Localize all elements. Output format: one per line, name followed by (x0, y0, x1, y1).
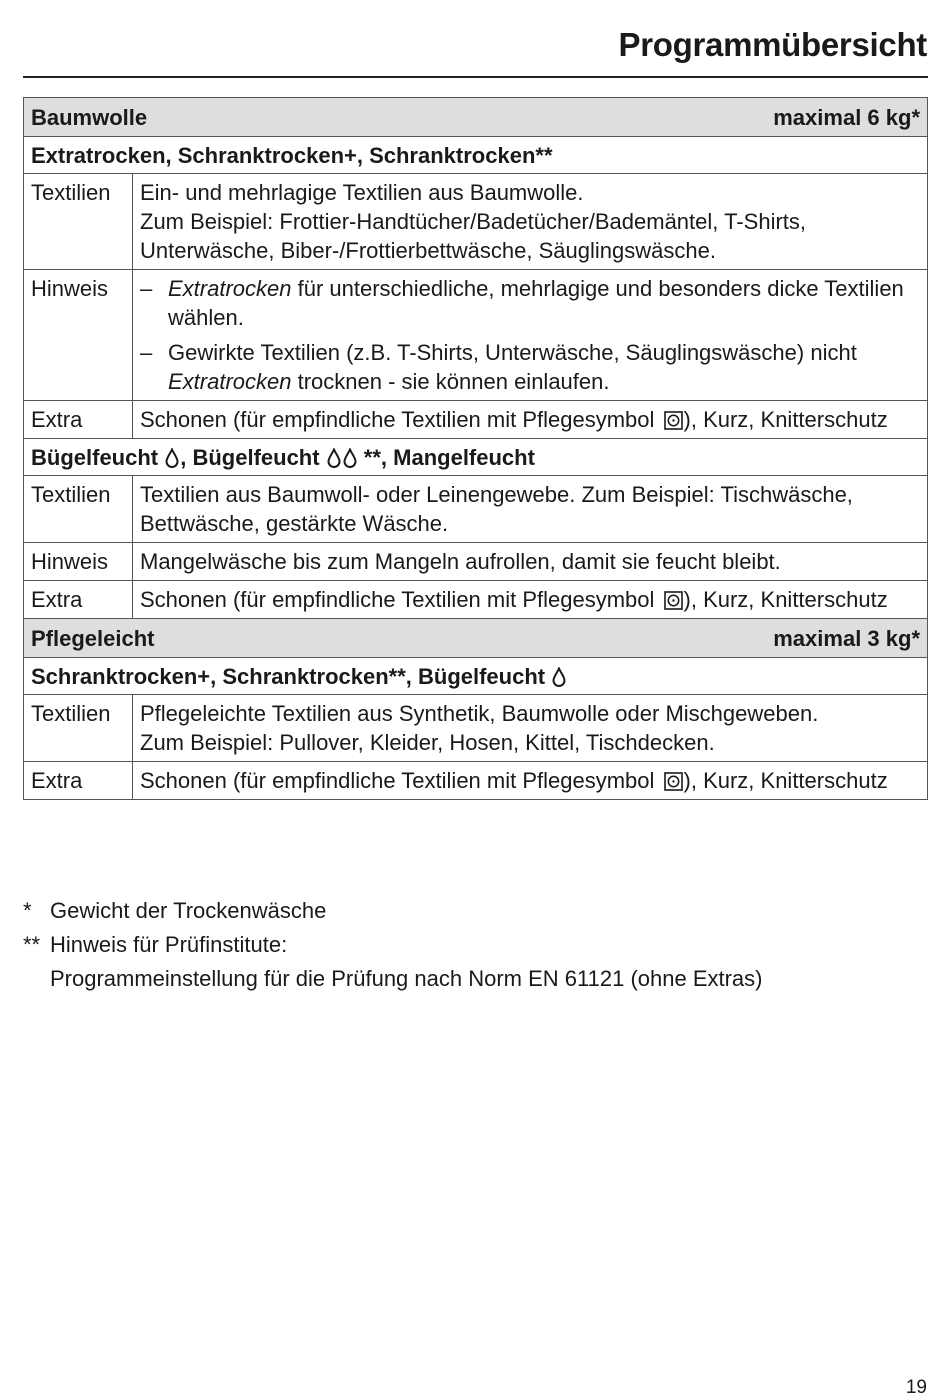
note-text: für unterschiedliche, mehrlagige und besonders dicke Textilien wählen. (168, 276, 904, 330)
program-group-title (24, 137, 928, 174)
program-list (24, 439, 928, 476)
row-content (133, 270, 928, 401)
table-row (24, 476, 928, 543)
row-label: Textilien (24, 695, 133, 762)
program-title-part: Bügelfeucht (31, 445, 165, 470)
footnote-text: Hinweis für Prüfinstitute: (50, 932, 288, 957)
extra-text: ), Kurz, Knitterschutz (683, 407, 888, 432)
section-header-cotton (24, 98, 928, 137)
page-number: 19 (905, 1377, 927, 1398)
footnote-mark: ** (23, 932, 41, 957)
table-row (24, 543, 928, 581)
program-name-emphasis: Extratrocken (168, 369, 292, 394)
footnotes (23, 896, 928, 998)
extra-text: Schonen (für empfindliche Textilien mit Pflegesymbol (140, 587, 661, 612)
max-load: maximal 3 kg* (773, 626, 920, 651)
row-label: Textilien (24, 476, 133, 543)
textiles-line: Ein- und mehrlagige Textilien aus Baumwolle. (140, 180, 584, 205)
gentle-care-symbol-icon (664, 411, 683, 430)
table-row (24, 695, 928, 762)
program-list (24, 658, 928, 695)
row-content: Textilien aus Baumwoll- oder Leinengewebe. Zum Beispiel: Tischwäsche, Bettwäsche, gestärkte Wäsche. (133, 476, 928, 543)
table-row (24, 401, 928, 439)
table-row (24, 174, 928, 270)
table-row (24, 270, 928, 401)
section-header-easycare (24, 619, 928, 658)
drop-icon (165, 448, 179, 468)
row-label: Hinweis (24, 270, 133, 401)
gentle-care-symbol-icon (664, 772, 683, 791)
program-title-part: Schranktrocken+, Schranktrocken**, Bügelfeucht (31, 664, 552, 689)
section-name: Pflegeleicht (31, 626, 155, 651)
program-overview-table (23, 97, 928, 800)
program-title-part: , Bügelfeucht (180, 445, 326, 470)
row-content (133, 695, 928, 762)
row-content (133, 581, 928, 619)
program-name-emphasis: Extratrocken (168, 276, 292, 301)
footnote-text: Gewicht der Trockenwäsche (50, 898, 327, 923)
extra-text: Schonen (für empfindliche Textilien mit Pflegesymbol (140, 768, 661, 793)
page-title: Programmübersicht (618, 26, 927, 63)
row-label: Extra (24, 762, 133, 800)
row-content (133, 762, 928, 800)
drop-icon (327, 448, 341, 468)
row-label: Textilien (24, 174, 133, 270)
drop-icon (552, 667, 566, 687)
footnote-body (50, 930, 763, 993)
textiles-line: Pflegeleichte Textilien aus Synthetik, Baumwolle oder Mischgeweben. (140, 701, 819, 726)
row-label: Extra (24, 401, 133, 439)
title-divider (23, 76, 928, 78)
row-content: Mangelwäsche bis zum Mangeln aufrollen, damit sie feucht bleibt. (133, 543, 928, 581)
note-text: Gewirkte Textilien (z.B. T-Shirts, Unterwäsche, Säuglingswäsche) nicht (168, 340, 857, 365)
program-list: Extratrocken, Schranktrocken+, Schranktrocken** (24, 137, 928, 174)
textiles-line: Zum Beispiel: Frottier-Handtücher/Badetücher/Bademäntel, T-Shirts, Unterwäsche, Biber-/Frottierbettwäsche, Säuglingswäsche. (140, 209, 807, 263)
section-name: Baumwolle (31, 105, 148, 130)
row-label: Extra (24, 581, 133, 619)
note-text: trocknen - sie können einlaufen. (291, 369, 610, 394)
row-content (133, 401, 928, 439)
footnote-mark: * (23, 898, 32, 923)
list-item (140, 338, 920, 396)
program-group-title (24, 439, 928, 476)
program-group-title (24, 658, 928, 695)
gentle-care-symbol-icon (664, 591, 683, 610)
textiles-line: Zum Beispiel: Pullover, Kleider, Hosen, Kittel, Tischdecken. (140, 730, 715, 755)
extra-text: ), Kurz, Knitterschutz (683, 768, 888, 793)
table-row (24, 581, 928, 619)
table-row (24, 762, 928, 800)
row-label: Hinweis (24, 543, 133, 581)
drop-icon (343, 448, 357, 468)
list-item (140, 274, 920, 332)
footnote (23, 896, 928, 925)
footnote (23, 930, 928, 993)
extra-text: ), Kurz, Knitterschutz (683, 587, 888, 612)
note-list (140, 274, 920, 396)
program-title-part: **, Mangelfeucht (357, 445, 535, 470)
row-content (133, 174, 928, 270)
extra-text: Schonen (für empfindliche Textilien mit Pflegesymbol (140, 407, 661, 432)
max-load: maximal 6 kg* (773, 105, 920, 130)
footnote-text: Programmeinstellung für die Prüfung nach Norm EN 61121 (ohne Extras) (50, 966, 763, 991)
